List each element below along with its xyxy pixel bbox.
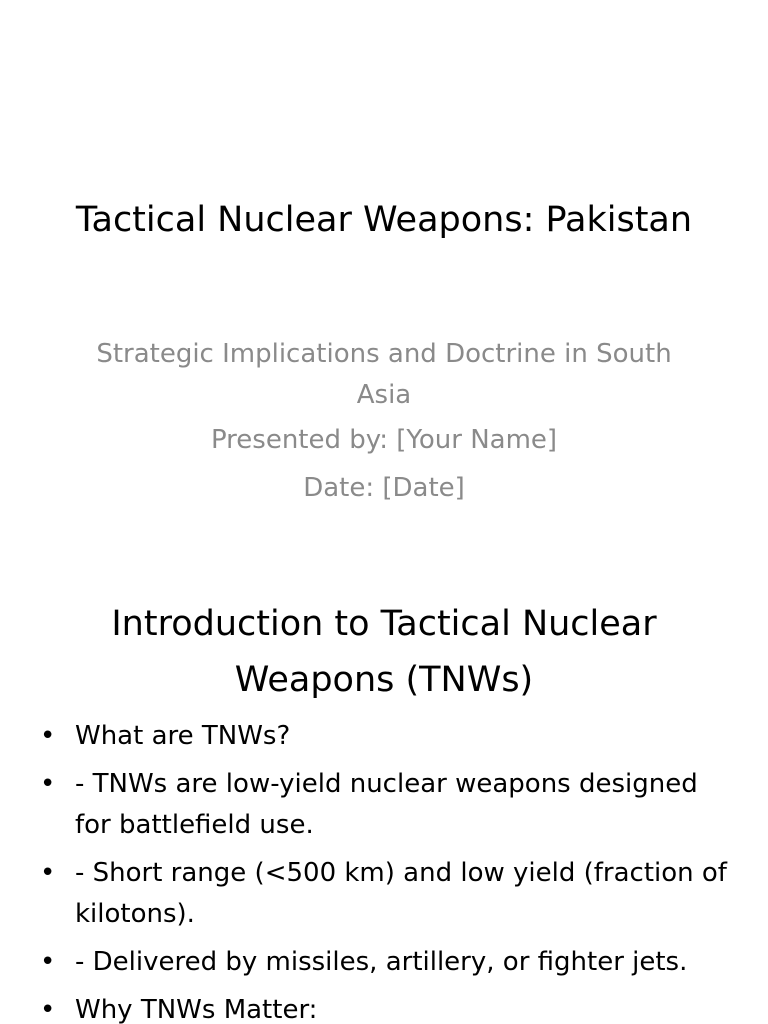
bullet-item — [40, 853, 730, 935]
bullet-icon: • — [40, 858, 56, 888]
bullet-text: What are TNWs? — [75, 721, 291, 751]
presenter-line: Presented by: [Your Name] — [210, 425, 558, 455]
slide-title: Introduction to Tactical Nuclear Weapons (TNWs) — [111, 604, 657, 700]
bullet-item — [40, 990, 730, 1024]
date-line: Date: [Date] — [303, 473, 465, 503]
bullet-icon: • — [40, 721, 56, 751]
bullet-text: Why TNWs Matter: — [75, 995, 318, 1024]
bullet-icon: • — [40, 947, 56, 977]
bullet-item — [40, 764, 730, 846]
bullet-text: - Short range (<500 km) and low yield (fraction of kilotons). — [75, 858, 727, 929]
bullet-item — [40, 716, 730, 757]
subtitle-block — [80, 334, 688, 512]
presentation-title: Tactical Nuclear Weapons: Pakistan — [75, 200, 693, 240]
content-slide — [0, 560, 768, 1024]
bullet-icon: • — [40, 995, 56, 1024]
bullet-text: - Delivered by missiles, artillery, or fighter jets. — [75, 947, 688, 977]
bullet-list — [40, 716, 730, 1024]
bullet-icon: • — [40, 769, 56, 799]
bullet-item — [40, 942, 730, 983]
bullet-text: - TNWs are low-yield nuclear weapons designed for battlefield use. — [75, 769, 698, 840]
subtitle-text: Strategic Implications and Doctrine in South Asia — [96, 339, 672, 410]
